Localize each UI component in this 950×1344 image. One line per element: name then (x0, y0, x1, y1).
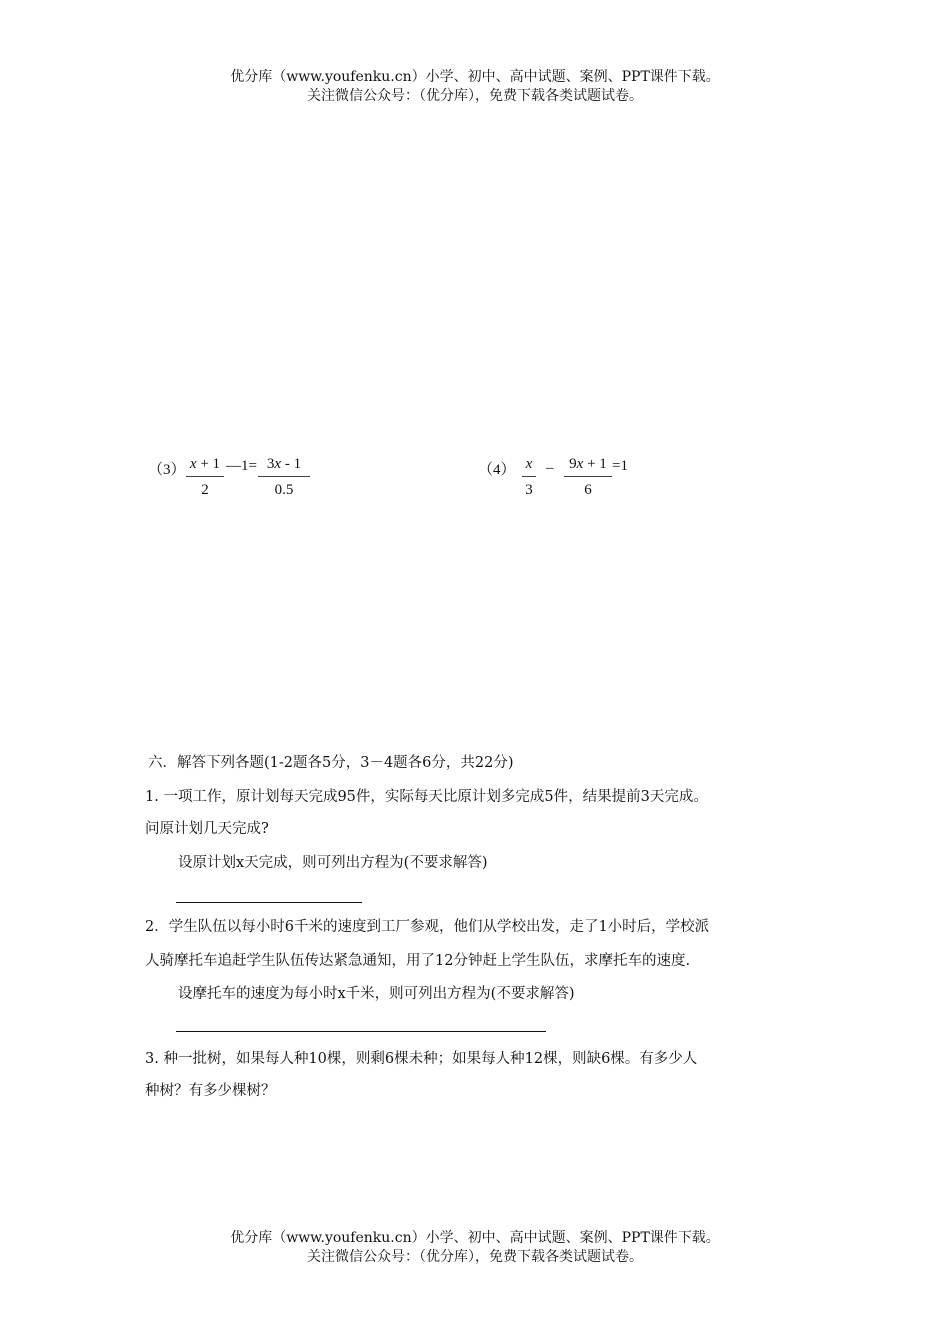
question-1-line-1: 1. 一项工作，原计划每天完成95件，实际每天比原计划多完成5件，结果提前3天完成。 (145, 789, 708, 805)
equation-3-right-numerator-var: x (274, 456, 282, 472)
header-line-1: 优分库（www.youfenku.cn）小学、初中、高中试题、案例、PPT课件下载。 (230, 69, 720, 85)
equation-4-right-numerator-coef: 9 (569, 456, 577, 472)
equation-4 (478, 456, 678, 506)
equation-3-left-fraction (186, 456, 224, 499)
header-line-2: 关注微信公众号：（优分库），免费下载各类试题试卷。 (307, 88, 643, 104)
equation-4-label: （4） (478, 462, 516, 478)
question-2-line-2: 人骑摩托车追赶学生队伍传达紧急通知，用了12分钟赶上学生队伍，求摩托车的速度. (145, 953, 691, 969)
equation-4-right-denominator: 6 (584, 482, 592, 498)
question-1-line-2: 问原计划几天完成? (145, 821, 269, 837)
question-2-answer-line[interactable] (176, 1031, 546, 1032)
equation-4-left-fraction (522, 456, 536, 499)
question-1-answer-line[interactable] (176, 902, 362, 903)
footer-line-1: 优分库（www.youfenku.cn）小学、初中、高中试题、案例、PPT课件下载。 (230, 1230, 720, 1246)
question-2-prompt: 设摩托车的速度为每小时x千米，则可列出方程为(不要求解答) (178, 986, 575, 1002)
equation-3-right-numerator-rest: - 1 (281, 456, 302, 472)
section-6-title: 六．解答下列各题(1-2题各5分，3－4题各6分，共22分) (148, 755, 514, 771)
footer-line-2: 关注微信公众号：（优分库），免费下载各类试题试卷。 (307, 1249, 643, 1265)
equation-4-left-numerator: x (525, 456, 533, 472)
equation-3-right-fraction (258, 456, 310, 499)
equation-3-middle: —1= (226, 458, 257, 474)
equation-3-label: （3） (148, 462, 186, 478)
equation-3-left-numerator-rest: + 1 (196, 456, 221, 472)
question-3-line-2: 种树？有多少棵树？ (145, 1083, 276, 1099)
equation-4-left-denominator: 3 (525, 482, 533, 498)
equation-3-right-denominator: 0.5 (274, 482, 294, 498)
equation-4-minus: – (546, 460, 554, 476)
question-3-line-1: 3. 种一批树，如果每人种10棵，则剩6棵未种；如果每人种12棵，则缺6棵。有多少人 (145, 1051, 698, 1067)
question-1-prompt: 设原计划x天完成，则可列出方程为(不要求解答) (178, 855, 488, 871)
equation-4-right-numerator-var: x (576, 456, 584, 472)
equation-3-left-denominator: 2 (201, 482, 209, 498)
question-2-line-1: 2．学生队伍以每小时6千米的速度到工厂参观，他们从学校出发，走了1小时后，学校派 (145, 919, 710, 935)
equation-4-right-fraction (564, 456, 612, 499)
equation-3-left-numerator-var: x (189, 456, 197, 472)
equation-4-right-numerator-rest: + 1 (583, 456, 607, 472)
equation-3 (148, 456, 468, 506)
equation-4-rhs: =1 (612, 458, 628, 474)
equation-3-right-numerator-coef: 3 (266, 456, 275, 472)
